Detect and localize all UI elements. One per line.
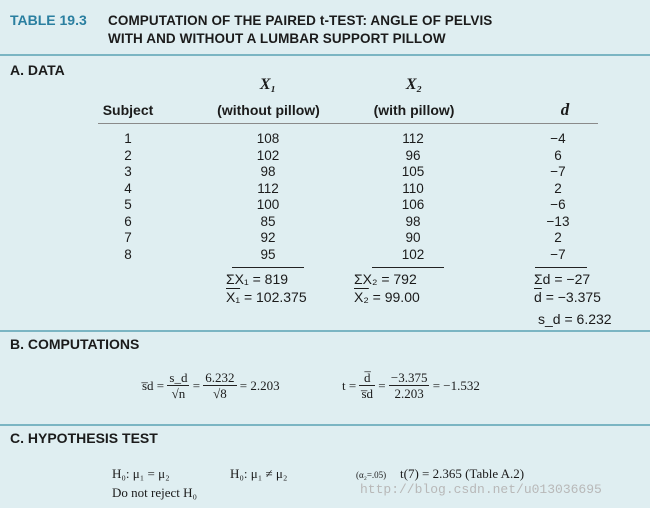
x2-label: (with pillow) — [373, 102, 455, 118]
table-cell-x1: 95 — [260, 246, 276, 262]
t-frac-numeric: $\frac{-3.375}{2.203}$ — [390, 370, 428, 401]
table-cell-x2: 110 — [402, 180, 424, 196]
table-cell-x2: 102 — [401, 246, 425, 262]
se-frac-numeric: $\frac{6.232}{√8}$ — [205, 370, 235, 401]
se-lhs: s̅d = — [142, 378, 165, 393]
table-title-line2: WITH AND WITHOUT A LUMBAR SUPPORT PILLOW — [108, 31, 446, 46]
table-cell-subject: 3 — [124, 164, 132, 179]
t-frac-symbolic: $\frac{d̅}{s̅d}$ — [361, 370, 374, 401]
t-lhs: t = — [342, 378, 357, 393]
mean-x2: X₂ = 99.00 — [354, 289, 420, 305]
sum-x1: ΣX₁ = 819 — [226, 271, 289, 287]
table-cell-subject: 6 — [124, 213, 132, 229]
table-title-line1: COMPUTATION OF THE PAIRED t-TEST: ANGLE OF PELVIS — [108, 13, 493, 28]
mean-x1: X₁ = 102.375 — [226, 289, 307, 305]
d-sum-rule — [535, 267, 587, 268]
table-number: TABLE 19.3 — [10, 12, 87, 28]
table-cell-x1: 85 — [260, 213, 276, 229]
table-cell-x1: 102 — [256, 147, 280, 163]
se-frac-symbolic: $\frac{s\_d}{√n}$ — [169, 370, 188, 401]
table-cell-x2: 112 — [402, 131, 424, 146]
table-cell-x1: 92 — [260, 230, 276, 245]
rule-c — [0, 424, 650, 426]
header-underline — [98, 123, 598, 124]
d-header: d — [560, 100, 570, 119]
x1-symbol: X₁ — [259, 76, 277, 93]
table-cell-subject: 4 — [124, 180, 132, 196]
table-cell-x1: 112 — [257, 180, 279, 196]
section-c-title: C. HYPOTHESIS TEST — [10, 430, 158, 446]
table-cell-x2: 98 — [405, 213, 421, 229]
table-cell-d: −7 — [550, 246, 566, 262]
table-cell-d: 6 — [554, 147, 562, 163]
watermark: http://blog.csdn.net/u013036695 — [360, 482, 602, 497]
x2-symbol: X₂ — [405, 76, 423, 93]
subject-header: Subject — [102, 102, 154, 118]
sum-x2: ΣX₂ = 792 — [354, 271, 417, 287]
table-cell-x2: 105 — [401, 164, 425, 179]
table-cell-subject: 7 — [124, 230, 132, 245]
table-cell-x2: 106 — [401, 197, 425, 212]
x1-sum-rule — [232, 267, 304, 268]
x1-label: (without pillow) — [217, 102, 320, 118]
table-cell-d: −6 — [550, 197, 566, 212]
section-b-title: B. COMPUTATIONS — [10, 336, 140, 352]
null-hypothesis: H₀: μ₁ = μ₂ — [112, 466, 170, 481]
table-cell-subject: 5 — [124, 197, 132, 212]
decision: Do not reject H₀ — [112, 485, 198, 500]
sd-value: s_d = 6.232 — [538, 311, 612, 327]
critical-alpha: (α₂=.05) — [356, 470, 387, 480]
se-result: = 2.203 — [239, 378, 280, 393]
table-cell-x1: 100 — [256, 197, 280, 212]
se-formula: s̅d = $\frac{s\_d}{√n}$ = $\frac{6.232}{√8}$ = 2.203 — [142, 370, 280, 401]
rule-b — [0, 330, 650, 332]
sum-d: Σd = −27 — [534, 271, 591, 287]
table-cell-x2: 96 — [405, 147, 421, 163]
table-cell-d: −13 — [546, 213, 570, 229]
alt-hypothesis: H₀: μ₁ ≠ μ₂ — [230, 466, 288, 481]
mean-d: $\overline{d} = -3.375$ — [534, 289, 601, 305]
table-cell-subject: 2 — [124, 147, 132, 163]
table-cell-x1: 98 — [260, 164, 276, 179]
rule-top — [0, 54, 650, 56]
x2-sum-rule — [372, 267, 444, 268]
t-result: = −1.532 — [432, 378, 480, 393]
table-cell-d: −7 — [550, 164, 566, 179]
section-a-title: A. DATA — [10, 62, 65, 78]
table-cell-subject: 8 — [124, 246, 132, 262]
table-cell-x2: 90 — [405, 230, 421, 245]
t-formula: t = $\frac{d̅}{s̅d}$ = $\frac{-3.375}{2.203}$ = −1.532 — [342, 370, 480, 401]
table-cell-d: 2 — [554, 230, 562, 245]
table-cell-d: −4 — [550, 131, 566, 146]
table-cell-d: 2 — [554, 180, 562, 196]
table-cell-x1: 108 — [256, 131, 280, 146]
table-cell-subject: 1 — [124, 131, 132, 146]
critical-value: t(7) = 2.365 (Table A.2) — [400, 466, 525, 481]
